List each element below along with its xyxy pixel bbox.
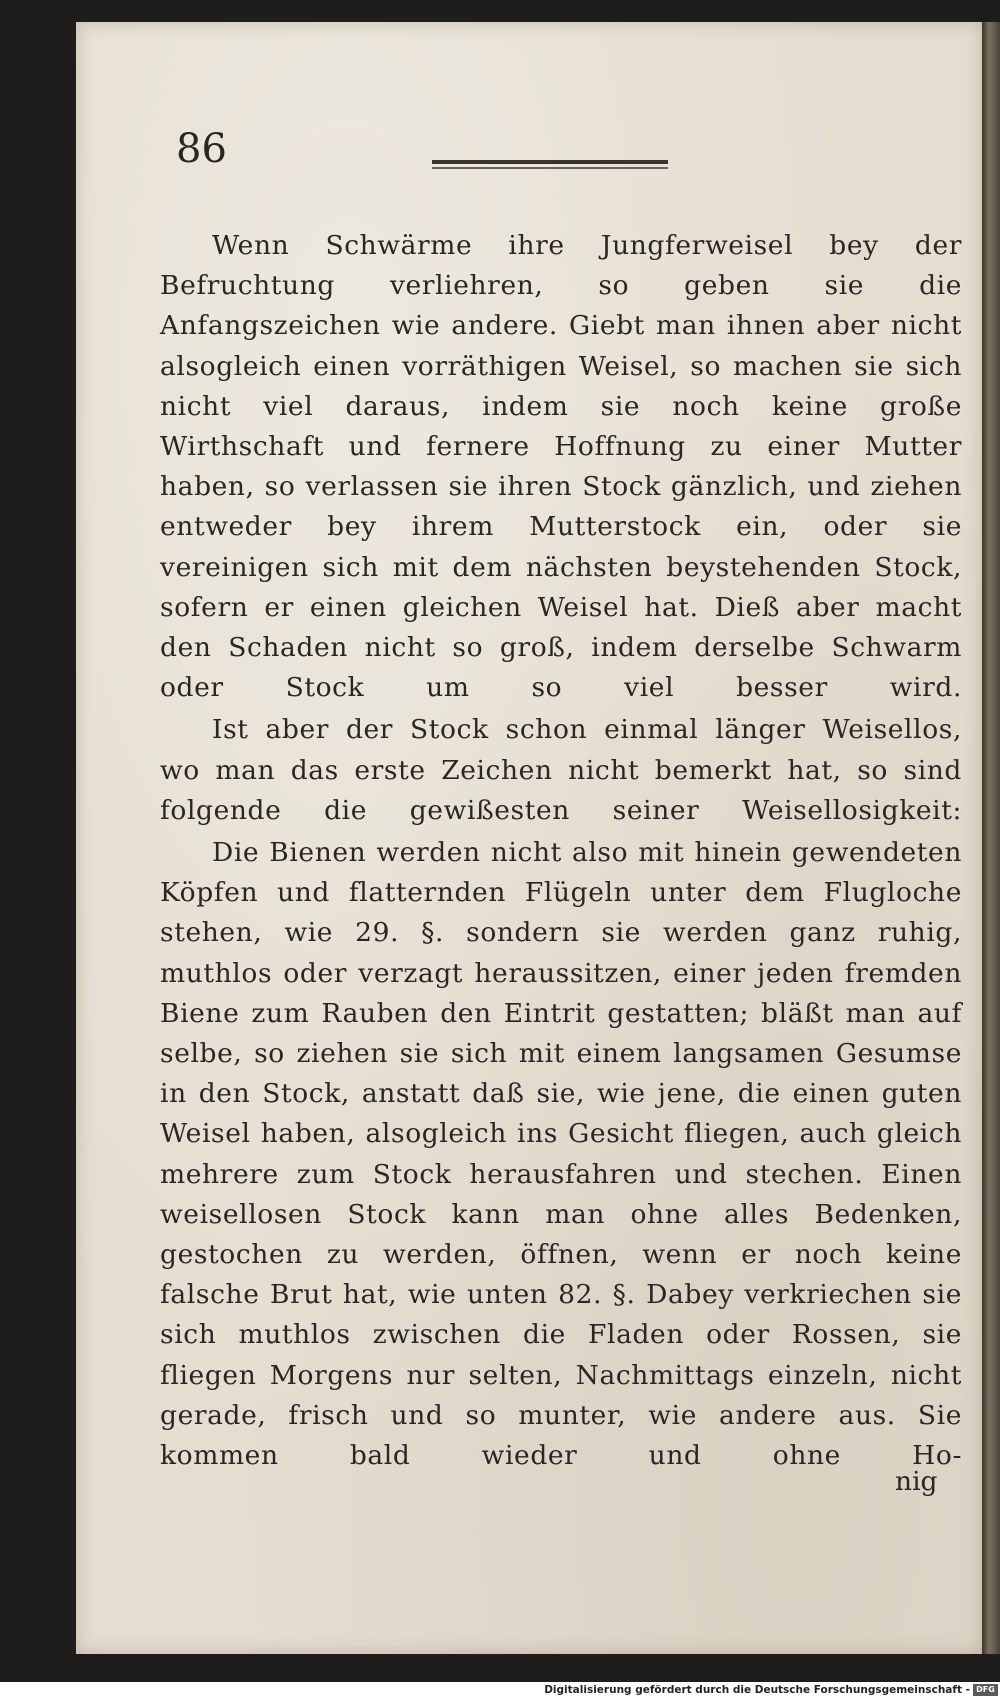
digitization-credit: Digitalisierung gefördert durch die Deutsche Forschungsgemeinschaft - <box>544 1684 970 1696</box>
paragraph-3: Die Bienen werden nicht also mit hinein gewendeten Köpfen und flatternden Flügeln unter dem Flugloche stehen, wie 29. §. sondern sie werden ganz ruhig, muthlos oder verzagt heraussitzen, einer jeden fremden Biene zum Rauben den Eintrit gestatten; bläßt man auf selbe, so ziehen sie sich mit einem langsamen Gesumse in den Stock, anstatt daß sie, wie jene, die einen guten Weisel haben, alsogleich ins Gesicht fliegen, auch gleich mehrere zum Stock herausfahren und stechen. Einen weisellosen Stock kann man ohne alles Bedenken, gestochen zu werden, öffnen, wenn er noch keine falsche Brut hat, wie unten 82. §. Dabey verkriechen sie sich muthlos zwischen die Fladen oder Rossen, sie fliegen Morgens nur selten, Nachmittags einzeln, nicht gerade, frisch und so munter, wie andere aus. Sie kommen bald wieder und ohne Ho- <box>160 837 962 1472</box>
header-ornament-rule <box>432 160 668 170</box>
ornament-bar-thin <box>432 167 668 169</box>
page-number: 86 <box>176 126 227 172</box>
ornament-bar-thick <box>432 160 668 164</box>
catchword: nig <box>895 1466 938 1497</box>
dfg-logo-icon: DFG <box>973 1684 998 1696</box>
paragraph-2: Ist aber der Stock schon einmal länger Weisellos, wo man das erste Zeichen nicht bemerkt hat, so sind folgende die gewißesten seiner Weisellosigkeit: <box>160 714 962 826</box>
body-text <box>160 226 962 1476</box>
page-edge <box>982 22 1000 1654</box>
paragraph-1: Wenn Schwärme ihre Jungferweisel bey der Befruchtung verliehren, so geben sie die Anfangszeichen wie andere. Giebt man ihnen aber nicht alsogleich einen vorräthigen Weisel, so machen sie sich nicht viel daraus, indem sie noch keine große Wirthschaft und fernere Hoffnung zu einer Mutter haben, so verlassen sie ihren Stock gänzlich, und ziehen entweder bey ihrem Mutterstock ein, oder sie vereinigen sich mit dem nächsten beystehenden Stock, sofern er einen gleichen Weisel hat. Dieß aber macht den Schaden nicht so groß, indem derselbe Schwarm oder Stock um so viel besser wird. <box>160 230 962 704</box>
